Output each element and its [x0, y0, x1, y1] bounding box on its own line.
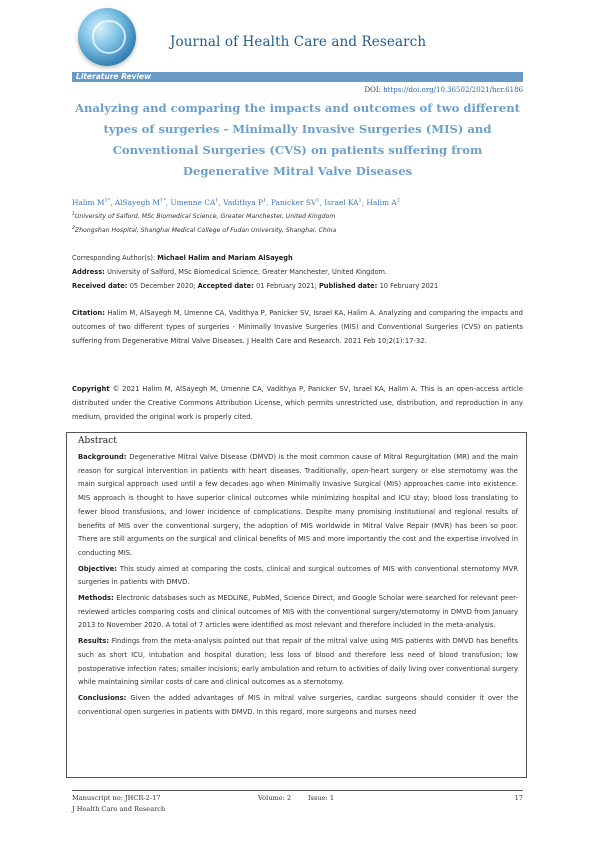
manuscript-number: Manuscript no: JHCR-2-17: [72, 794, 161, 802]
issue: Issue: 1: [308, 794, 335, 802]
author[interactable]: AlSayegh $M^{1*}$: [114, 198, 166, 208]
abstract-results: Results: Findings from the meta-analysis pointed out that repair of the mitral valve using MIS patients with DMVD has benefits such as short ICU, intubation and hospital duration; less loss of blood and therefore less need of blood transfusion; low postoperative infection rates; smaller incisions; early ambulation and return to activities of daily living over conventional surgery while maintaining similar costs of care and clinical outcomes as a sternotomy.: [78, 637, 518, 687]
abstract-heading: Abstract: [78, 436, 117, 446]
footer-rule: [72, 790, 523, 791]
author[interactable]: Halim $M^{1*}$: [72, 198, 111, 208]
affiliation: $^2$Zhongshan Hospital, Shanghai Medical College of Fudan University, Shanghai, China: [72, 226, 337, 235]
corresponding-authors: Corresponding Author(s): Michael Halim and Mariam AlSayegh: [72, 254, 293, 262]
abstract-background: Background: Degenerative Mitral Valve Disease (DMVD) is the most common cause of Mitral Regurgitation (MR) and the main reason for surgical intervention in patients with heart diseases. Traditionally, open-heart surgery or else sternotomy was the main surgical approach used until a few decades ago when Minimally Invasive Surgical (MIS) approaches came into existence. MIS approach is thought to have superior clinical outcomes while minimizing hospital and ICU stay; blood loss translating to fewer blood transfusions, and lower incidence of complications. Despite many promising institutional and regional results of benefits of MIS over the conventional surgery, the adoption of MIS worldwide in Mitral Valve Repair (MVR) has been so poor. There are still arguments on the surgical and clinical benefits of MIS and more importantly the cost and the expertise involved in conducting MIS.: [78, 453, 518, 557]
article-dates: Received date: 05 December 2020; Accepted date: 01 February 2021; Published date: 10 February 2021: [72, 282, 439, 290]
author[interactable]: Umenne $CA^1$: [170, 198, 219, 208]
copyright: Copyright © 2021 Halim M, AlSayegh M, Umenne CA, Vadithya P, Panicker SV, Israel KA, Halim A. This is an open-access article distributed under the Creative Commons Attribution License, which permits unrestricted use, distribution, and reproduction in any medium, provided the original work is properly cited.: [72, 385, 523, 422]
abstract-methods: Methods: Electronic databases such as MEDLINE, PubMed, Science Direct, and Google Scholar were searched for relevant peer-reviewed articles comparing costs and clinical outcomes of MIS with the conventional surgery/sternotomy in DMVD from January 2013 to November 2020. A total of 7 articles were identified as most relevant and therefore included in the meta-analysis.: [78, 594, 518, 630]
doi-line: [364, 86, 523, 94]
volume: Volume: 2: [258, 794, 292, 802]
author-list: Halim $M^{1*}$, AlSayegh $M^{1*}$, Umenne $CA^1$, Vadithya $P^1$, Panicker $SV^1$, Israel $KA^1$, Halim $A^2$: [72, 198, 400, 208]
author[interactable]: Vadithya $P^1$: [223, 198, 267, 208]
section-label: Literature Review: [76, 72, 152, 81]
author[interactable]: Panicker $SV^1$: [270, 198, 320, 208]
doi-label: DOI:: [364, 86, 384, 94]
article-title: Analyzing and comparing the impacts and outcomes of two different types of surgeries - Minimally Invasive Surgeries (MIS) and Conventional Surgeries (CVS) on patients suffering from Degenerative Mitral Valve Diseases: [74, 101, 521, 178]
affiliation: $^1$University of Salford, MSc Biomedical Science, Greater Manchester, United Kingdom: [72, 212, 336, 221]
doi-link[interactable]: https://doi.org/10.36502/2021/hcr.6186: [383, 86, 523, 94]
citation: Citation: Halim M, AlSayegh M, Umenne CA, Vadithya P, Panicker SV, Israel KA, Halim A. Analyzing and comparing the impacts and outcomes of two different types of surgeries - Minimally Invasive Surgeries (MIS) and Conventional Surgeries (CVS) on patients suffering from Degenerative Mitral Valve Diseases. J Health Care and Research. 2021 Feb 10;2(1):17-32.: [72, 309, 523, 346]
abstract-conclusions: Conclusions: Given the added advantages of MIS in mitral valve surgeries, cardiac surgeons should consider it over the conventional open surgeries in patients with DMVD. In this regard, more surgeons and nurses need: [78, 693, 518, 716]
journal-short-name: J Health Care and Research: [72, 805, 166, 813]
address: Address: University of Salford, MSc Biomedical Science, Greater Manchester, United Kingdom.: [72, 268, 388, 276]
journal-logo: [78, 8, 136, 66]
abstract: [78, 436, 518, 721]
abstract-objective: Objective: This study aimed at comparing the costs, clinical and surgical outcomes of MIS with conventional sternotomy MVR surgeries in patients with DMVD.: [78, 564, 518, 587]
journal-title: Journal of Health Care and Research: [170, 34, 427, 50]
page-number: 17: [514, 794, 523, 802]
author[interactable]: Halim $A^2$: [366, 198, 400, 208]
author[interactable]: Israel $KA^1$: [324, 198, 362, 208]
